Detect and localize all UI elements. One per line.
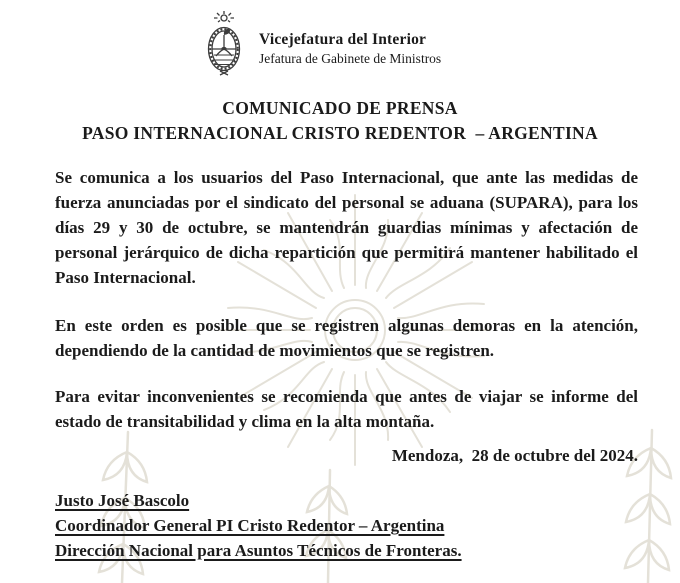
- document-title: [0, 96, 680, 146]
- letterhead-text: [259, 11, 441, 66]
- signatory-name: Justo José Bascolo: [55, 491, 190, 510]
- signatory-title: Coordinador General PI Cristo Redentor – Argentina: [55, 516, 445, 535]
- signature-block: [55, 488, 645, 563]
- paragraph-recommendation: Para evitar inconvenientes se recomienda que antes de viajar se informe del estado de transitabilidad y clima en la alta montaña.: [55, 387, 638, 431]
- org-name: Vicejefatura del Interior: [259, 31, 427, 48]
- argentina-coat-of-arms-icon: [198, 11, 250, 77]
- paragraph-delays: En este orden es posible que se registren algunas demoras en la atención, dependiendo de la cantidad de movimientos que se registren.: [55, 316, 638, 360]
- letterhead: [198, 11, 441, 77]
- title-line-1: COMUNICADO DE PRENSA: [222, 98, 458, 118]
- title-line-2: PASO INTERNACIONAL CRISTO REDENTOR – ARGENTINA: [82, 123, 598, 143]
- org-subtitle: Jefatura de Gabinete de Ministros: [259, 50, 442, 66]
- dateline: Mendoza, 28 de octubre del 2024.: [391, 446, 638, 465]
- paragraph-announcement: Se comunica a los usuarios del Paso Internacional, que ante las medidas de fuerza anunciadas por el sindicato del personal se aduana (SUPARA), para los días 29 y 30 de octubre, se mantendrán guardias mínimas y afectación de personal jerárquico de dicha repartición que permitirá mantener habilitado el Paso Internacional.: [55, 168, 638, 287]
- signatory-office: Dirección Nacional para Asuntos Técnicos de Fronteras.: [55, 541, 462, 560]
